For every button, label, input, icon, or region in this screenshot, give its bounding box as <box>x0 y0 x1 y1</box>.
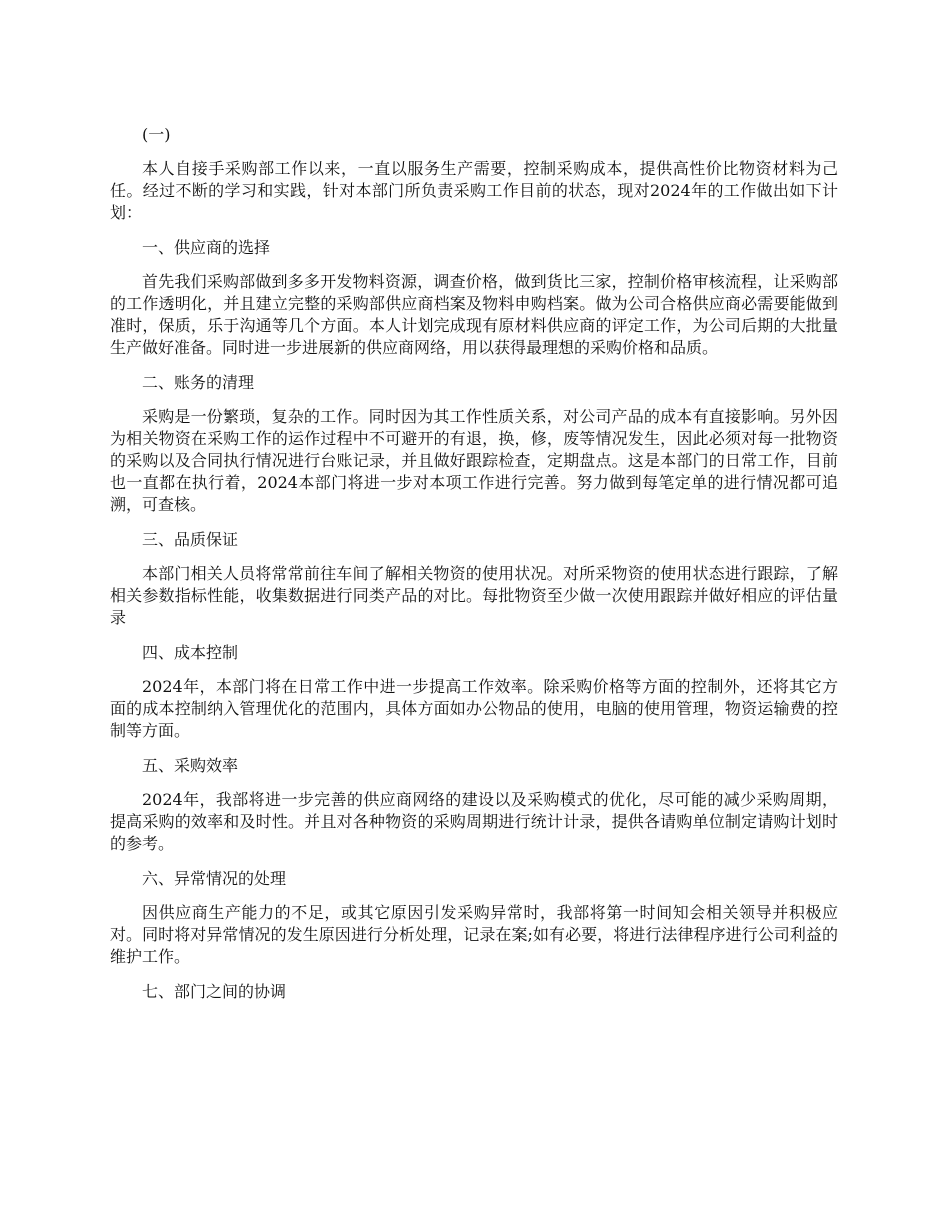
paragraph-intro: 本人自接手采购部工作以来，一直以服务生产需要，控制采购成本，提供高性价比物资材料为己任。经过不断的学习和实践，针对本部门所负责采购工作目前的状态，现对2024年的工作做出如下计划： <box>110 159 838 222</box>
section-heading-quality-assurance: 三、品质保证 <box>142 530 239 549</box>
paragraph-quality-assurance: 本部门相关人员将常常前往车间了解相关物资的使用状况。对所采物资的使用状态进行跟踪，了解相关参数指标性能，收集数据进行同类产品的对比。每批物资至少做一次使用跟踪并做好相应的评估量录 <box>110 564 838 627</box>
paragraph-supplier-selection: 首先我们采购部做到多多开发物料资源，调查价格，做到货比三家，控制价格审核流程，让采购部的工作透明化，并且建立完整的采购部供应商档案及物料申购档案。做为公司合格供应商必需要能做到准时，保质，乐于沟通等几个方面。本人计划完成现有原材料供应商的评定工作，为公司后期的大批量生产做好准备。同时进一步进展新的供应商网络，用以获得最理想的采购价格和品质。 <box>110 272 838 357</box>
paragraph-account-cleanup: 采购是一份繁琐，复杂的工作。同时因为其工作性质关系，对公司产品的成本有直接影响。另外因为相关物资在采购工作的运作过程中不可避开的有退，换，修，废等情况发生，因此必须对每一批物资的采购以及合同执行情况进行台账记录，并且做好跟踪检查，定期盘点。这是本部门的日常工作，目前也一直都在执行着，2024本部门将进一步对本项工作进行完善。努力做到每笔定单的进行情况都可追溯，可查核。 <box>110 407 838 514</box>
section-heading-department-coordination: 七、部门之间的协调 <box>142 982 287 1001</box>
paragraph-intro-marker: (一) <box>142 125 171 144</box>
section-heading-cost-control: 四、成本控制 <box>142 643 239 662</box>
paragraph-cost-control: 2024年，本部门将在日常工作中进一步提高工作效率。除采购价格等方面的控制外，还将其它方面的成本控制纳入管理优化的范围内，具体方面如办公物品的使用，电脑的使用管理，物资运输费的控制等方面。 <box>110 677 838 740</box>
paragraph-procurement-efficiency: 2024年，我部将进一步完善的供应商网络的建设以及采购模式的优化，尽可能的减少采购周期，提高采购的效率和及时性。并且对各种物资的采购周期进行统计计录，提供各请购单位制定请购计划时的参考。 <box>110 790 838 853</box>
section-heading-exception-handling: 六、异常情况的处理 <box>142 869 287 888</box>
document-page <box>110 124 838 1015</box>
paragraph-exception-handling: 因供应商生产能力的不足，或其它原因引发采购异常时，我部将第一时间知会相关领导并积极应对。同时将对异常情况的发生原因进行分析处理，记录在案;如有必要，将进行法律程序进行公司利益的维护工作。 <box>110 903 838 966</box>
section-heading-account-cleanup: 二、账务的清理 <box>142 373 255 392</box>
section-heading-supplier-selection: 一、供应商的选择 <box>142 238 271 257</box>
section-heading-procurement-efficiency: 五、采购效率 <box>142 756 239 775</box>
